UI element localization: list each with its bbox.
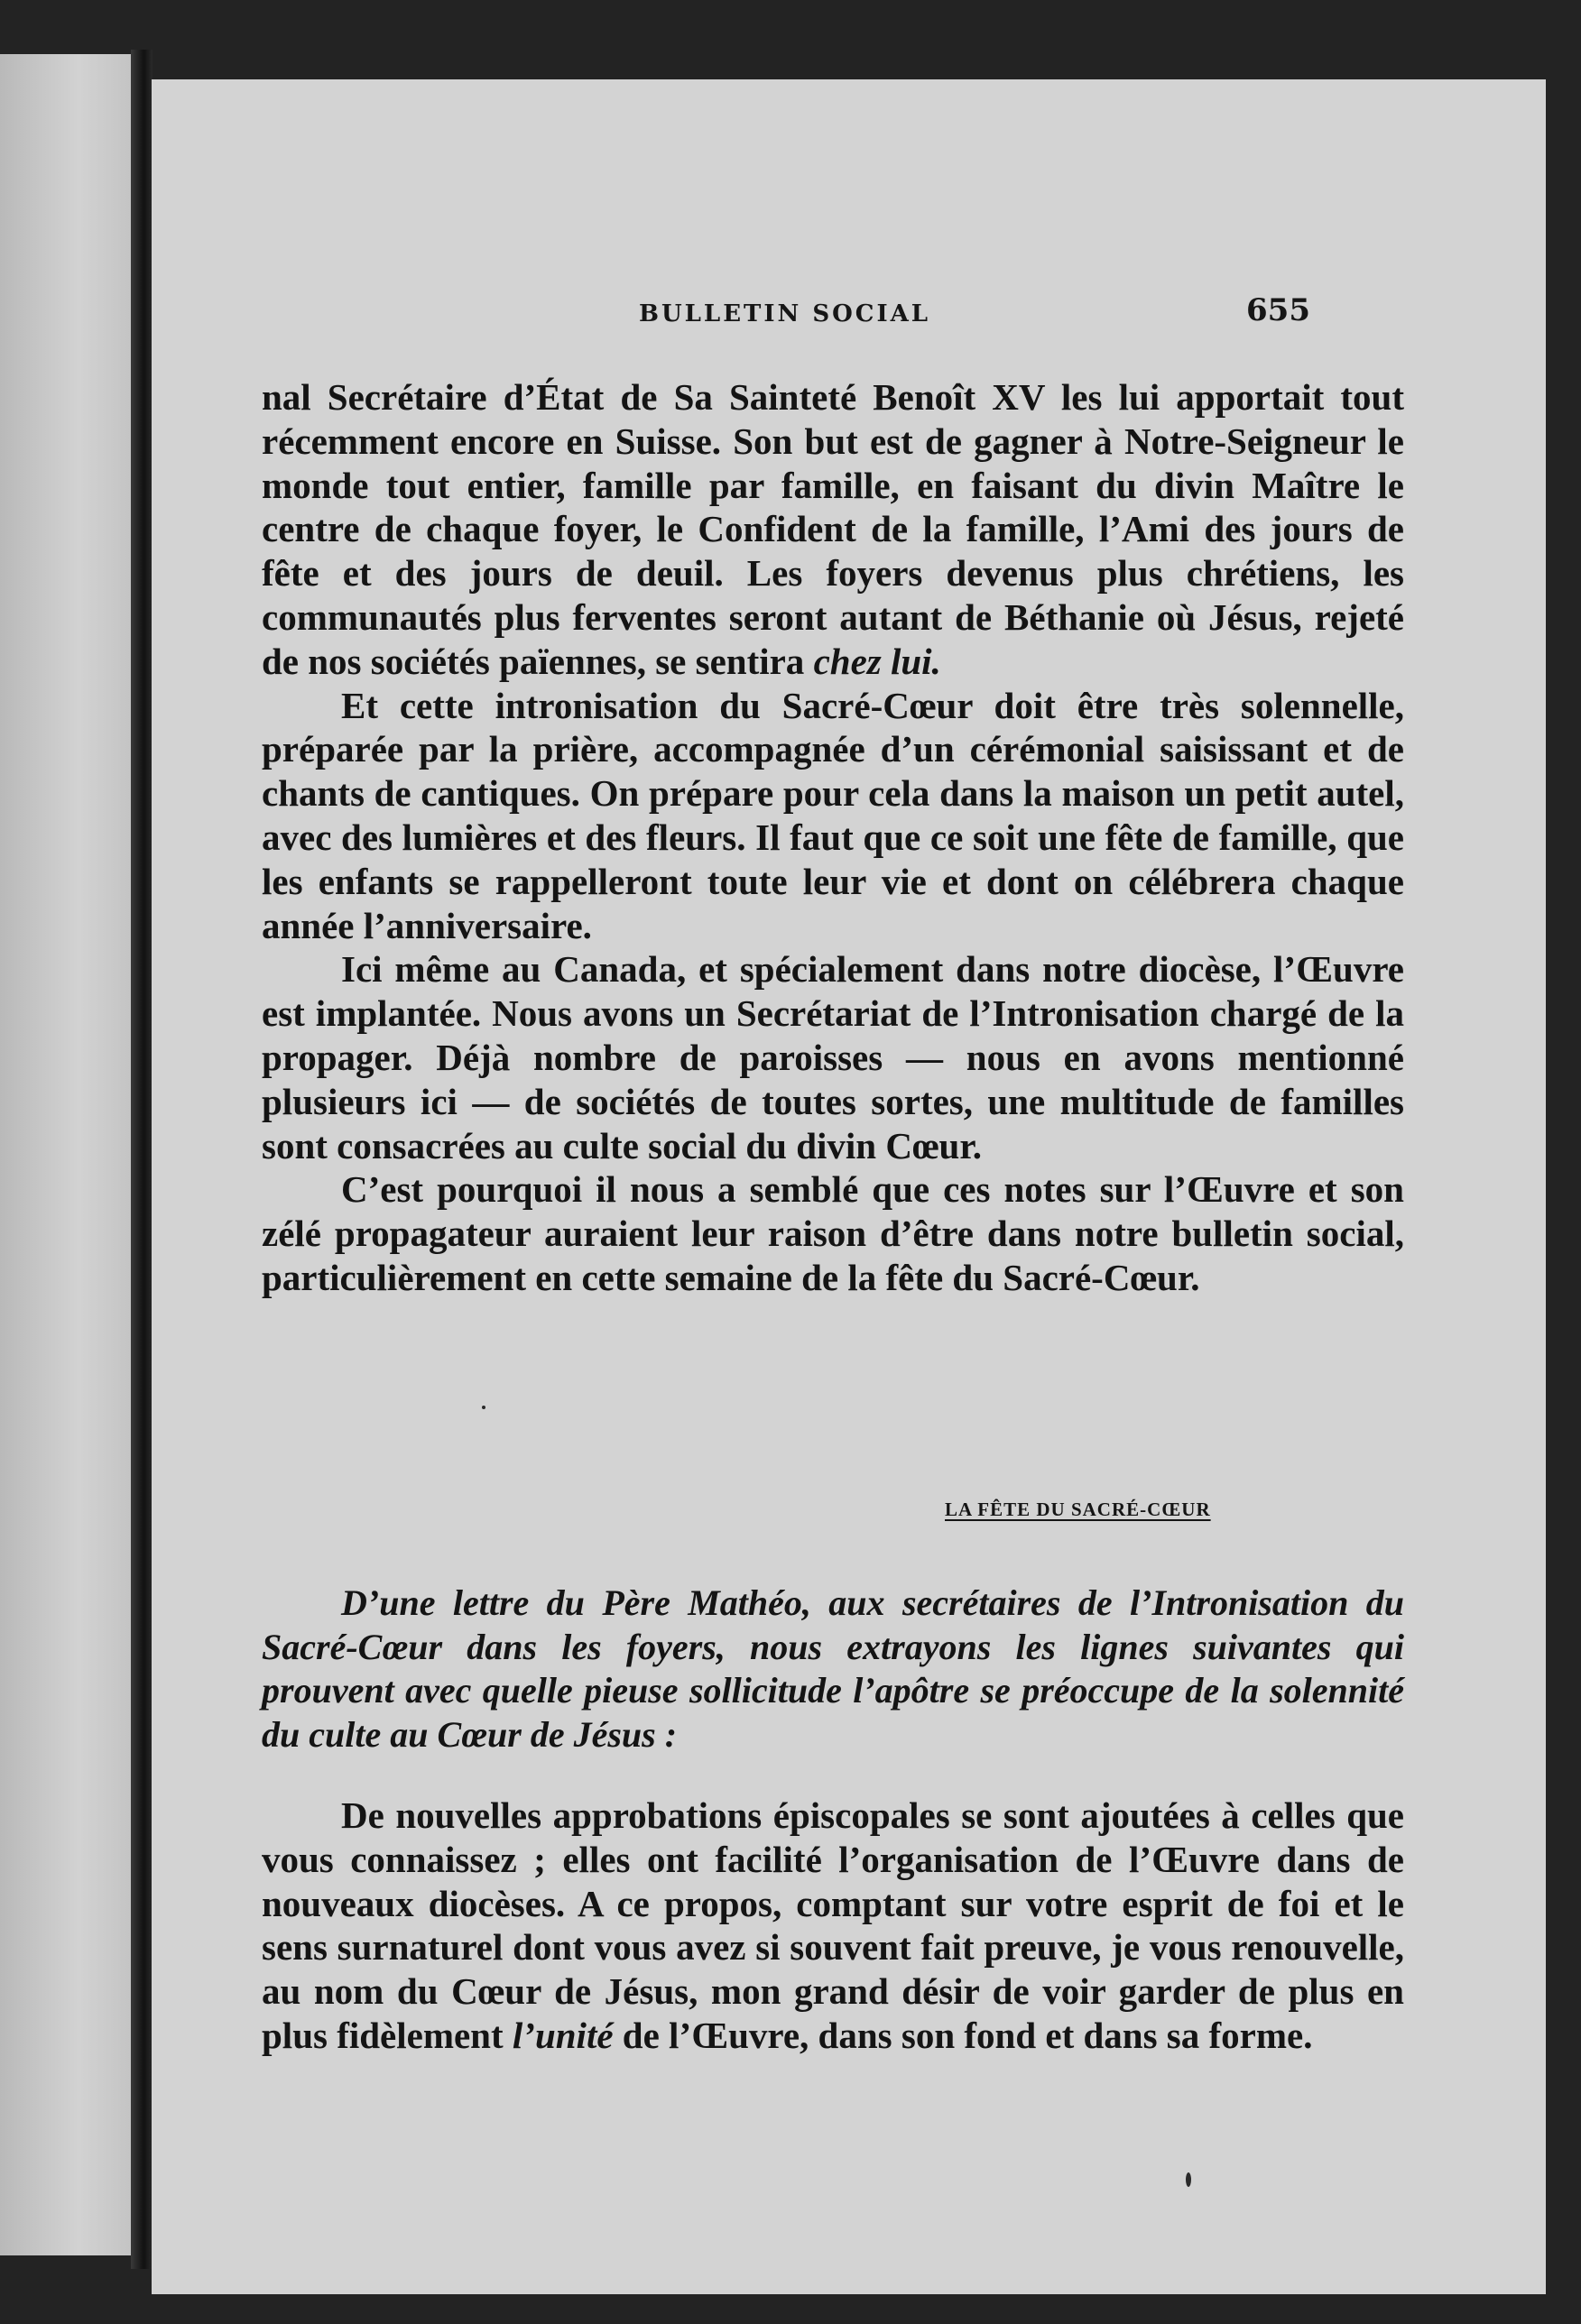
book-page — [152, 79, 1546, 2294]
article-body — [262, 375, 1404, 1300]
ink-speck — [1186, 2172, 1191, 2187]
paragraph: C’est pourquoi il nous a semblé que ces notes sur l’Œuvre et son zélé propagateur auraient leur raison d’être dans notre bulletin social, particulièrement en cette semaine de la fête du Sacré-Cœur. — [262, 1168, 1404, 1298]
running-title: BULLETIN SOCIAL — [639, 300, 931, 327]
paragraph-continued — [262, 375, 1404, 684]
facing-page-edge — [0, 54, 131, 2255]
paragraph-text-italic: chez lui. — [813, 640, 941, 682]
letter-emphasis: l’unité — [512, 2014, 614, 2056]
letter-text-part: de l’Œuvre, dans son fond et dans sa forme. — [613, 2014, 1313, 2056]
paragraph: Ici même au Canada, et spécialement dans notre diocèse, l’Œuvre est implantée. Nous avons un Secrétariat de l’Intronisation chargé de la propager. Déjà nombre de paroisses — nous en avons mentionné plusieurs ici — de sociétés de toutes sortes, une multitude de familles sont consacrées au culte social du divin Cœur. — [262, 948, 1404, 1167]
paragraph: Et cette intronisation du Sacré-Cœur doit être très solennelle, préparée par la prière, accompagnée d’un cérémonial saisissant et de chants de cantiques. On prépare pour cela dans la maison un petit autel, avec des lumières et des fleurs. Il faut que ce soit une fête de famille, que les enfants se rappelleront toute leur vie et dont on célébrera chaque année l’anniversaire. — [262, 684, 1404, 946]
book-gutter — [131, 50, 153, 2269]
section-heading: LA FÊTE DU SACRÉ-CŒUR — [945, 1499, 1211, 1520]
letter-text-part: De nouvelles approbations épiscopales se sont ajoutées à celles que vous connaissez ; elles ont facilité l’organisation de l’Œuvre dans de nouveaux diocèses. A ce propos, comptant sur votre esprit de foi et le sens surnaturel dont vous avez si souvent fait preuve, je vous renouvelle, au nom du Cœur de Jésus, mon grand désir de voir garder de plus en plus fidèlement — [262, 1794, 1404, 2056]
page-number: 655 — [1246, 292, 1310, 328]
letter-excerpt — [262, 1794, 1404, 2058]
paragraph-text: nal Secrétaire d’État de Sa Sainteté Benoît XV les lui apportait tout récemment encore en Suisse. Son but est de gagner à Notre-Seigneur le monde tout entier, famille par famille, en faisant du divin Maître le centre de chaque foyer, le Confident de la famille, l’Ami des jours de fête et des jours de deuil. Les foyers devenus plus chrétiens, les communautés plus ferventes seront autant de Béthanie où Jésus, rejeté de nos sociétés païennes, se sentira — [262, 376, 1404, 682]
ink-speck — [482, 1406, 485, 1409]
letter-introduction: D’une lettre du Père Mathéo, aux secrétaires de l’Intronisation du Sacré-Cœur dans les foyers, nous extrayons les lignes suivantes qui prouvent avec quelle pieuse sollicitude l’apôtre se préoccupe de la solennité du culte au Cœur de Jésus : — [262, 1582, 1404, 1755]
